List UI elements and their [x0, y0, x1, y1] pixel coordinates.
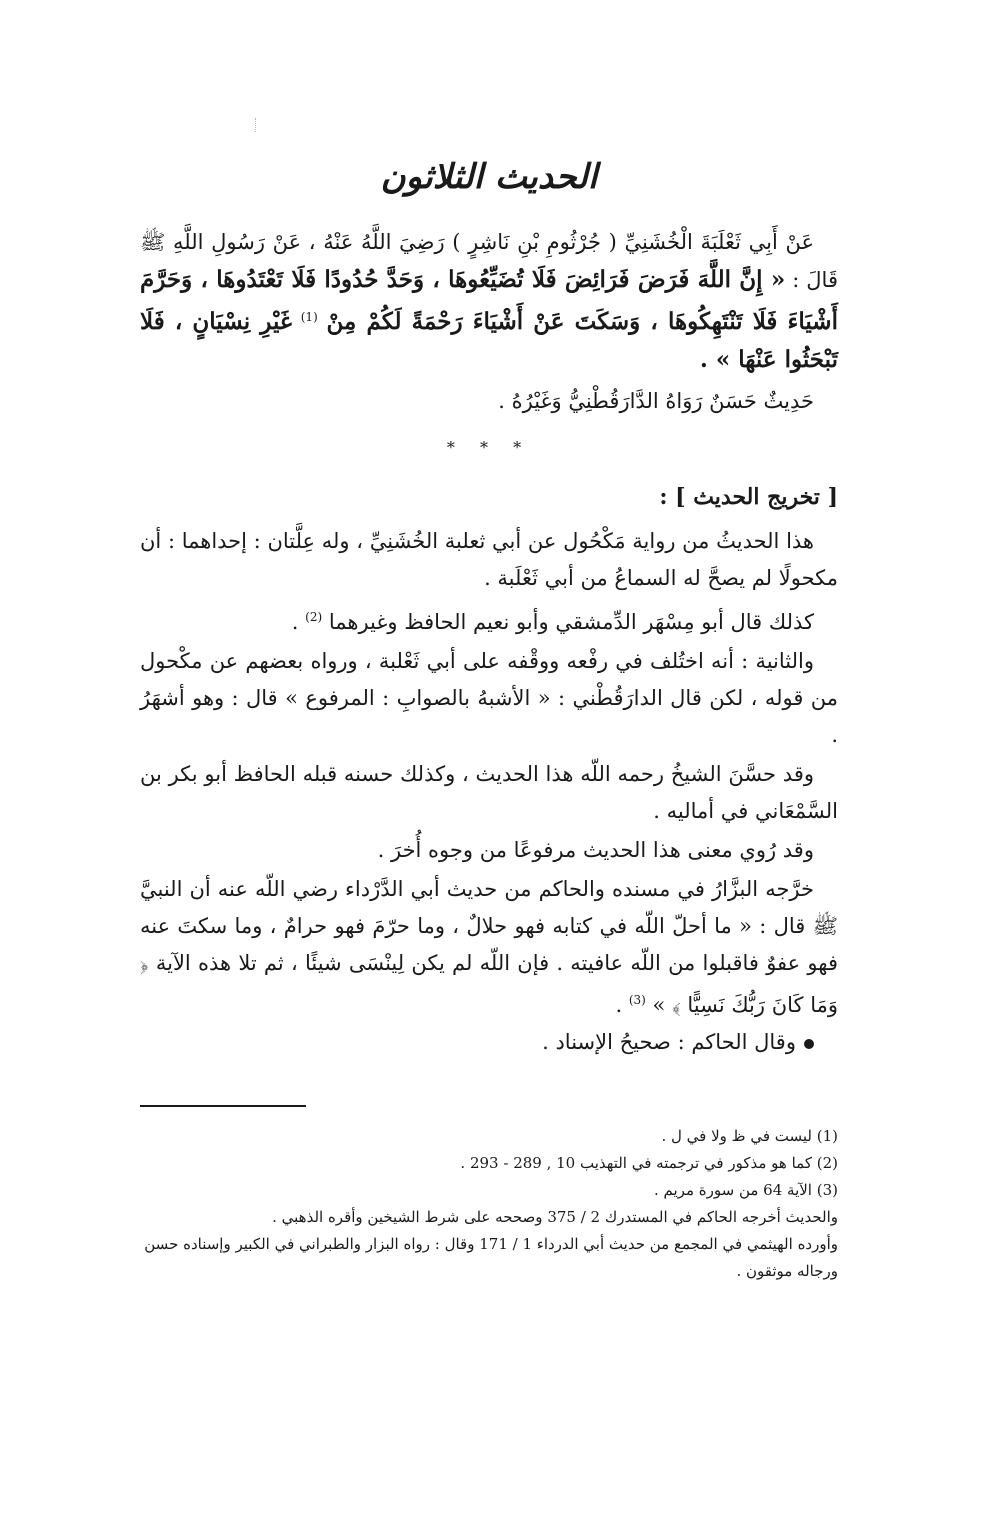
footnote-ref-3[interactable]: (3): [628, 993, 646, 1007]
paragraph-1: هذا الحديثُ من رواية مَكْحُول عن أبي ثعلبة الخُشَنِيِّ ، وله عِلَّتان : إحداهما : أن مكحولًا لم يصحَّ له السماعُ من أبي ثَعْلَبة .: [140, 529, 838, 590]
footnote-1: (1) ليست في ظ ولا في ل .: [661, 1127, 838, 1145]
paragraph-3: والثانية : أنه اختُلف في رفْعه ووقْفه على أبي ثَعْلبة ، ورواه بعضهم عن مكْحول من قوله ، لكن قال الدارَقُطْني : « الأشبهُ بالصوابِ : المرفوع » قال : وهو أشهَرُ .: [140, 649, 838, 747]
paragraph-7: [140, 1024, 838, 1061]
hadith-paragraph: [140, 224, 838, 379]
chapter-title: الحديث الثلاثون: [380, 157, 598, 197]
paragraph-4: وقد حسَّنَ الشيخُ رحمه اللّه هذا الحديث ، وكذلك حسنه قبله الحافظ أبو بكر بن السَّمْعَاني في أماليه .: [140, 762, 838, 823]
footnote-2: (2) كما هو مذكور في ترجمته في التهذيب 10 , 289 - 293 .: [460, 1154, 838, 1172]
hadith-matn-part1: « إِنَّ اللَّهَ فَرَضَ فَرَائِضَ فَلَا تُضَيِّعُوهَا ، وَحَدَّ حُدُودًا فَلَا تَعْتَدُوهَا ، وَحَرَّمَ أَشْيَاءَ فَلَا تَنْتَهِكُوهَا ، وَسَكَتَ عَنْ أَشْيَاءَ رَحْمَةً لَكُمْ مِنْ: [140, 266, 838, 335]
section-heading: [ تخريج الحديث ] :: [659, 484, 838, 510]
footnote-3-cont-2: وأورده الهيثمي في المجمع من حديث أبي الدرداء 1 / 171 وقال : رواه البزار والطبراني في الكبير وإسناده حسن ورجاله موثقون .: [144, 1235, 838, 1280]
footnote-3-cont-1: والحديث أخرجه الحاكم في المستدرك 2 / 375 وصححه على شرط الشيخين وأقره الذهبي .: [272, 1208, 838, 1226]
footnote-ref-2[interactable]: (2): [305, 610, 323, 624]
paragraph-5: وقد رُوي معنى هذا الحديث مرفوعًا من وجوه أُخرَ .: [377, 838, 814, 862]
bullet-dot-icon: [804, 1039, 814, 1049]
paragraph-6-text: خرَّجه البزَّارُ في مسنده والحاكم من حديث أبي الدَّرْداء رضي اللّه عنه أن النبيَّ ﷺ قال : « ما أحلّ اللّه في كتابه فهو حلالٌ ، وما حرّمَ فهو حرامٌ ، وما سكتَ عنه فهو عفوٌ فاقبلوا من اللّه عافيته . فإن اللّه لم يكن لِينْسَى شيئًا ، ثم تلا هذه الآية ﴿ وَمَا كَانَ رَبُّكَ نَسِيًّا ﴾ »: [140, 877, 838, 1017]
paragraph-2: [140, 599, 838, 641]
footnotes: [140, 1123, 838, 1285]
paragraph-2-text: كذلك قال أبو مِسْهَر الدِّمشقي وأبو نعيم الحافظ وغيرهما: [328, 610, 814, 634]
hadith-isnad: عَنْ أَبِي ثَعْلَبَةَ الْخُشَنِيِّ ( جُرْثُومِ بْنِ نَاشِرٍ ) رَضِيَ اللَّهُ عَنْهُ ، عَنْ رَسُولِ اللَّهِ ﷺ قَالَ :: [140, 230, 838, 292]
page-speck: [255, 118, 260, 132]
hadith-attribution: حَدِيثٌ حَسَنٌ رَوَاهُ الدَّارَقُطْنِيُّ وَغَيْرُهُ .: [498, 389, 814, 413]
paragraph-2-end: .: [291, 610, 299, 634]
hadith-matn-part2: غَيْرِ نِسْيَانٍ ، فَلَا تَبْحَثُوا عَنْهَا » .: [140, 308, 838, 373]
paragraph-7-text: وقال الحاكم : صحيحُ الإسناد .: [542, 1030, 796, 1054]
footnote-divider: [140, 1105, 306, 1107]
footnote-3: (3) الآية 64 من سورة مريم .: [653, 1181, 838, 1199]
section-separator: * * *: [446, 438, 532, 457]
footnote-ref-1[interactable]: (1): [300, 310, 318, 324]
paragraph-6-end: .: [615, 993, 623, 1017]
hadith-text: [140, 224, 838, 420]
paragraph-6: [140, 871, 838, 1024]
